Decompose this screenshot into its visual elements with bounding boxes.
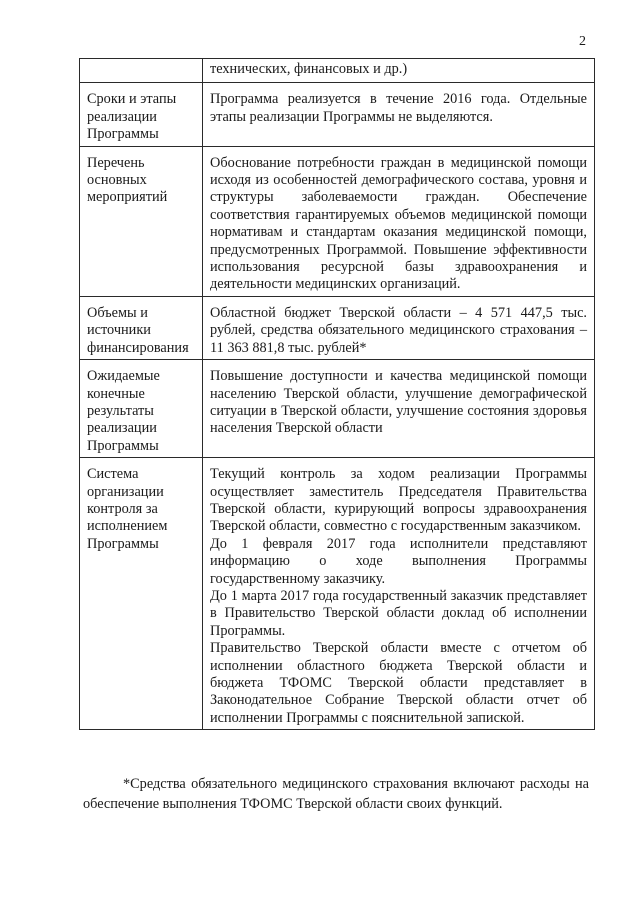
table-row — [80, 146, 595, 296]
row-label: Перечень основных мероприятий — [80, 146, 203, 296]
footnote: *Средства обязательного медицинского страхования включают расходы на обеспечение выполнения ТФОМС Тверской области своих функций. — [83, 776, 589, 812]
page-number: 2 — [579, 34, 586, 49]
content-paragraph: До 1 марта 2017 года государственный заказчик представляет в Правительство Тверской области доклад об исполнении Программы. — [210, 587, 587, 639]
table-row — [80, 458, 595, 730]
content-paragraph: Программа реализуется в течение 2016 года. Отдельные этапы реализации Программы не выделяются. — [210, 91, 587, 125]
content-paragraph: Областной бюджет Тверской области – 4 571 447,5 тыс. рублей, средства обязательного медицинского страхования – 11 363 881,8 тыс. рублей* — [210, 304, 587, 356]
row-content — [203, 296, 595, 359]
row-content — [203, 59, 595, 83]
content-paragraph: Обоснование потребности граждан в медицинской помощи исходя из особенностей демографического состава, уровня и структуры заболеваемости граждан. Обеспечение соответствия гарантируемых объемов медицинской помощи нормативам и стандартам оказания медицинской помощи, предусмотренных Программой. Повышение эффективности использования ресурсной базы здравоохранения и деятельности медицинских организаций. — [210, 154, 587, 293]
content-paragraph: Текущий контроль за ходом реализации Программы осуществляет заместитель Председателя Правительства Тверской области, курирующий вопросы здравоохранения Тверской области, совместно с государственным заказчиком. — [210, 466, 587, 535]
table-row — [80, 59, 595, 83]
row-label: Сроки и этапы реализации Программы — [80, 83, 203, 146]
row-label: Ожидаемые конечные результаты реализации Программы — [80, 360, 203, 458]
row-label: Объемы и источники финансирования — [80, 296, 203, 359]
row-content — [203, 458, 595, 730]
content-paragraph: Правительство Тверской области вместе с отчетом об исполнении областного бюджета Тверской области и бюджета ТФОМС Тверской области представляет в Законодательное Собрание Тверской области отчет об исполнении Программы с пояснительной запиской. — [210, 640, 587, 726]
row-label — [80, 59, 203, 83]
table-row — [80, 296, 595, 359]
row-label: Система организации контроля за исполнением Программы — [80, 458, 203, 730]
content-paragraph: технических, финансовых и др.) — [210, 61, 408, 77]
row-content — [203, 360, 595, 458]
row-content — [203, 83, 595, 146]
row-content — [203, 146, 595, 296]
content-paragraph: Повышение доступности и качества медицинской помощи населению Тверской области, улучшение демографической ситуации в Тверской области, улучшение состояния здоровья населения Тверской области — [210, 368, 587, 437]
content-paragraph: До 1 февраля 2017 года исполнители представляют информацию о ходе выполнения Программы государственному заказчику. — [210, 535, 587, 587]
program-passport-table — [79, 58, 595, 730]
table-row — [80, 83, 595, 146]
table-row — [80, 360, 595, 458]
